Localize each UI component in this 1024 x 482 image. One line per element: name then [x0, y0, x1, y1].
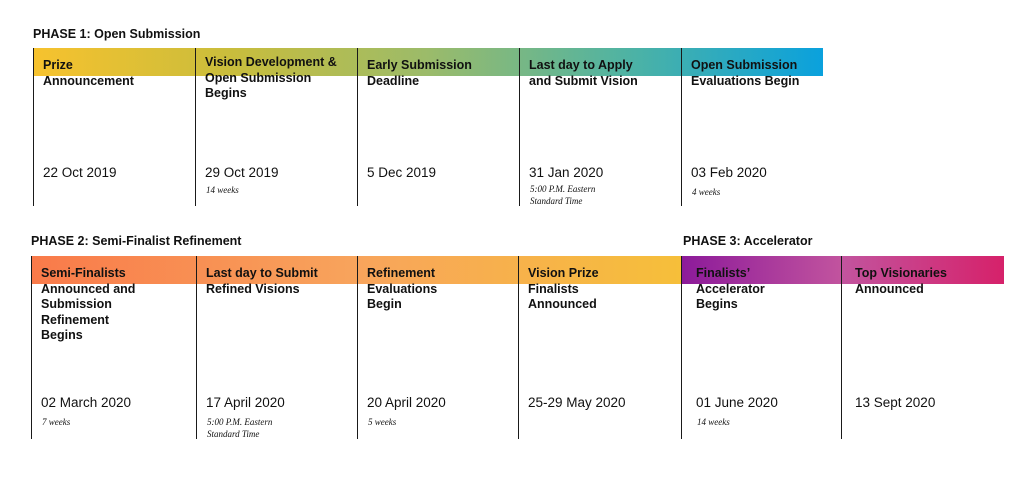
phase3-item-1: [681, 256, 841, 439]
milestone-note: 7 weeks: [42, 417, 71, 427]
milestone-title: Vision Prize Finalists Announced: [528, 266, 599, 311]
milestone-date: 25-29 May 2020: [528, 395, 626, 410]
milestone-date: 31 Jan 2020: [529, 165, 604, 180]
phase2-item-1: [31, 256, 196, 439]
milestone-title: Open Submission Evaluations Begin: [691, 58, 800, 88]
milestone-title: Refinement Evaluations Begin: [367, 266, 438, 311]
phase1-item-2: [195, 48, 357, 206]
milestone-title: Early Submission Deadline: [367, 58, 472, 88]
milestone-title: Finalists’ Accelerator Begins: [696, 266, 765, 311]
milestone-title: Last day to Submit Refined Visions: [206, 266, 318, 296]
milestone-date: 20 April 2020: [367, 395, 446, 410]
milestone-note: 14 weeks: [206, 185, 239, 195]
milestone-title: Top Visionaries Announced: [855, 266, 947, 296]
milestone-title: Semi-Finalists Announced and Submission Refinement Begins: [41, 266, 136, 342]
milestone-date: 5 Dec 2019: [367, 165, 437, 180]
milestone-note: 5 weeks: [368, 417, 397, 427]
phase1-item-4: [519, 48, 681, 206]
milestone-title: Last day to Apply and Submit Vision: [529, 58, 638, 88]
milestone-note: 14 weeks: [697, 417, 730, 427]
phase2-item-2: [196, 256, 357, 439]
phase1-item-3: [357, 48, 519, 206]
phase1-item-5: [681, 48, 823, 206]
phase2-label: PHASE 2: Semi-Finalist Refinement: [31, 234, 242, 248]
phase1-label: PHASE 1: Open Submission: [33, 27, 201, 41]
milestone-title: Vision Development & Open Submission Begins: [205, 55, 337, 100]
milestone-date: 03 Feb 2020: [691, 165, 767, 180]
milestone-date: 22 Oct 2019: [43, 165, 117, 180]
milestone-date: 01 June 2020: [696, 395, 778, 410]
phase2-item-3: [357, 256, 518, 439]
milestone-note: 5:00 P.M. Eastern Standard Time: [207, 417, 273, 439]
phase2-item-4: [518, 256, 681, 439]
milestone-note: 5:00 P.M. Eastern Standard Time: [530, 184, 596, 206]
phase1-item-1: [33, 48, 195, 206]
milestone-date: 02 March 2020: [41, 395, 132, 410]
milestone-title: Prize Announcement: [43, 58, 134, 88]
phase3-item-2: [841, 256, 1004, 439]
milestone-note: 4 weeks: [692, 187, 721, 197]
phase3-label: PHASE 3: Accelerator: [683, 234, 813, 248]
milestone-date: 13 Sept 2020: [855, 395, 936, 410]
milestone-date: 17 April 2020: [206, 395, 285, 410]
milestone-date: 29 Oct 2019: [205, 165, 279, 180]
